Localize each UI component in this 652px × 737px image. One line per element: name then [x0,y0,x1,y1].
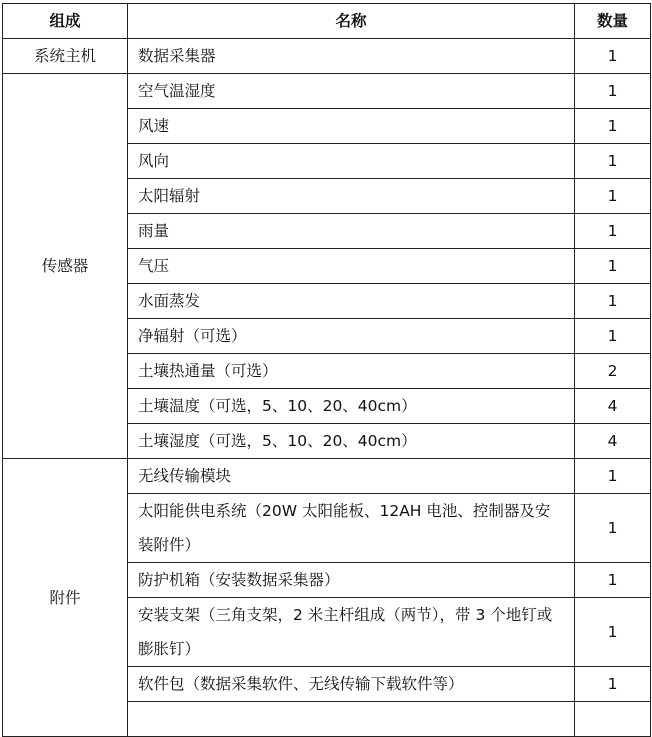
item-name: 太阳辐射 [128,179,575,214]
group-cell: 传感器 [3,74,128,459]
group-cell: 系统主机 [3,39,128,74]
item-qty [575,702,651,737]
item-name: 土壤湿度（可选，5、10、20、40cm） [128,424,575,459]
header-qty: 数量 [575,4,651,39]
item-qty: 4 [575,424,651,459]
item-name: 雨量 [128,214,575,249]
group-cell: 附件 [3,459,128,737]
item-qty: 1 [575,284,651,319]
item-name: 净辐射（可选） [128,319,575,354]
table-row [3,39,651,74]
item-name: 土壤热通量（可选） [128,354,575,389]
item-name: 太阳能供电系统（20W 太阳能板、12AH 电池、控制器及安装附件） [128,494,575,563]
item-name: 软件包（数据采集软件、无线传输下载软件等） [128,667,575,702]
item-name [128,702,575,737]
item-qty: 1 [575,563,651,598]
item-qty: 1 [575,39,651,74]
item-name: 安装支架（三角支架，2 米主杆组成（两节），带 3 个地钉或膨胀钉） [128,598,575,667]
header-name: 名称 [128,4,575,39]
item-qty: 1 [575,74,651,109]
header-group: 组成 [3,4,128,39]
item-name: 空气温湿度 [128,74,575,109]
item-qty: 1 [575,249,651,284]
item-qty: 1 [575,459,651,494]
item-qty: 1 [575,109,651,144]
item-name: 数据采集器 [128,39,575,74]
item-qty: 1 [575,179,651,214]
item-qty: 1 [575,667,651,702]
item-qty: 4 [575,389,651,424]
item-qty: 1 [575,214,651,249]
item-name: 防护机箱（安装数据采集器） [128,563,575,598]
item-name: 气压 [128,249,575,284]
item-name: 无线传输模块 [128,459,575,494]
header-row [3,4,651,39]
table-row [3,459,651,494]
item-qty: 1 [575,144,651,179]
item-name: 风向 [128,144,575,179]
item-qty: 2 [575,354,651,389]
item-qty: 1 [575,494,651,563]
item-name: 水面蒸发 [128,284,575,319]
item-qty: 1 [575,598,651,667]
table-row [3,74,651,109]
item-qty: 1 [575,319,651,354]
item-name: 土壤温度（可选，5、10、20、40cm） [128,389,575,424]
equipment-table [2,3,651,737]
item-name: 风速 [128,109,575,144]
